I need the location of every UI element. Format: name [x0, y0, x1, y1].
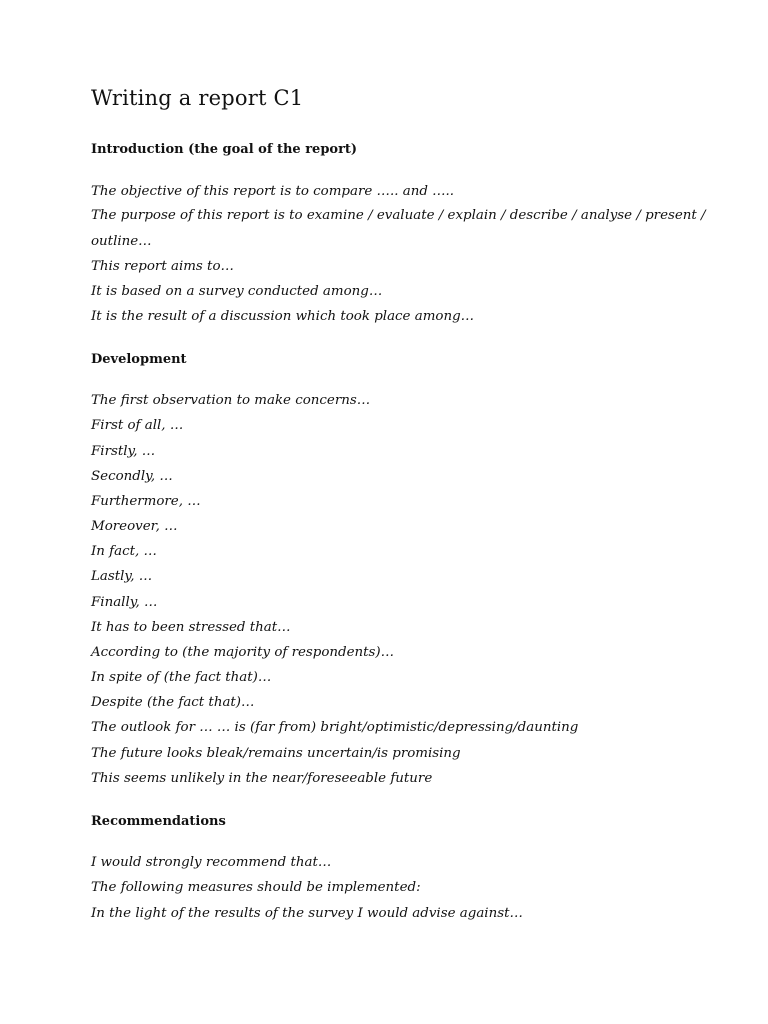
- text-line: It is the result of a discussion which took place among…: [91, 309, 475, 324]
- text-line: Furthermore, …: [91, 494, 201, 509]
- text-line: The objective of this report is to compare ….. and …..: [91, 184, 455, 199]
- text-line: Firstly, …: [91, 444, 156, 459]
- text-line: The first observation to make concerns…: [91, 393, 371, 408]
- text-line: Moreover, …: [91, 519, 178, 534]
- text-line: Finally, …: [91, 595, 158, 610]
- text-line: It is based on a survey conducted among…: [91, 284, 383, 299]
- text-line: Secondly, …: [91, 469, 173, 484]
- section-heading-development: Development: [91, 352, 187, 367]
- text-line: It has to been stressed that…: [91, 620, 291, 635]
- text-line: The following measures should be implemented:: [91, 880, 421, 895]
- text-line: The outlook for … … is (far from) bright/optimistic/depressing/daunting: [91, 720, 579, 735]
- text-line: The future looks bleak/remains uncertain/is promising: [91, 746, 461, 761]
- section-heading-introduction: Introduction (the goal of the report): [91, 142, 358, 157]
- text-line: The purpose of this report is to examine / evaluate / explain / describe / analyse / present /: [91, 208, 706, 223]
- text-line: First of all, …: [91, 418, 184, 433]
- page-title: Writing a report C1: [91, 86, 304, 110]
- text-line: In the light of the results of the survey I would advise against…: [91, 906, 523, 921]
- text-line: In spite of (the fact that)…: [91, 670, 272, 685]
- text-line: This seems unlikely in the near/foreseeable future: [91, 771, 433, 786]
- text-line: outline…: [91, 234, 152, 249]
- text-line: Lastly, …: [91, 569, 153, 584]
- text-line: According to (the majority of respondents)…: [91, 645, 395, 660]
- section-heading-recommendations: Recommendations: [91, 814, 226, 829]
- text-line: I would strongly recommend that…: [91, 855, 332, 870]
- text-line: This report aims to…: [91, 259, 234, 274]
- text-line: In fact, …: [91, 544, 157, 559]
- text-line: Despite (the fact that)…: [91, 695, 255, 710]
